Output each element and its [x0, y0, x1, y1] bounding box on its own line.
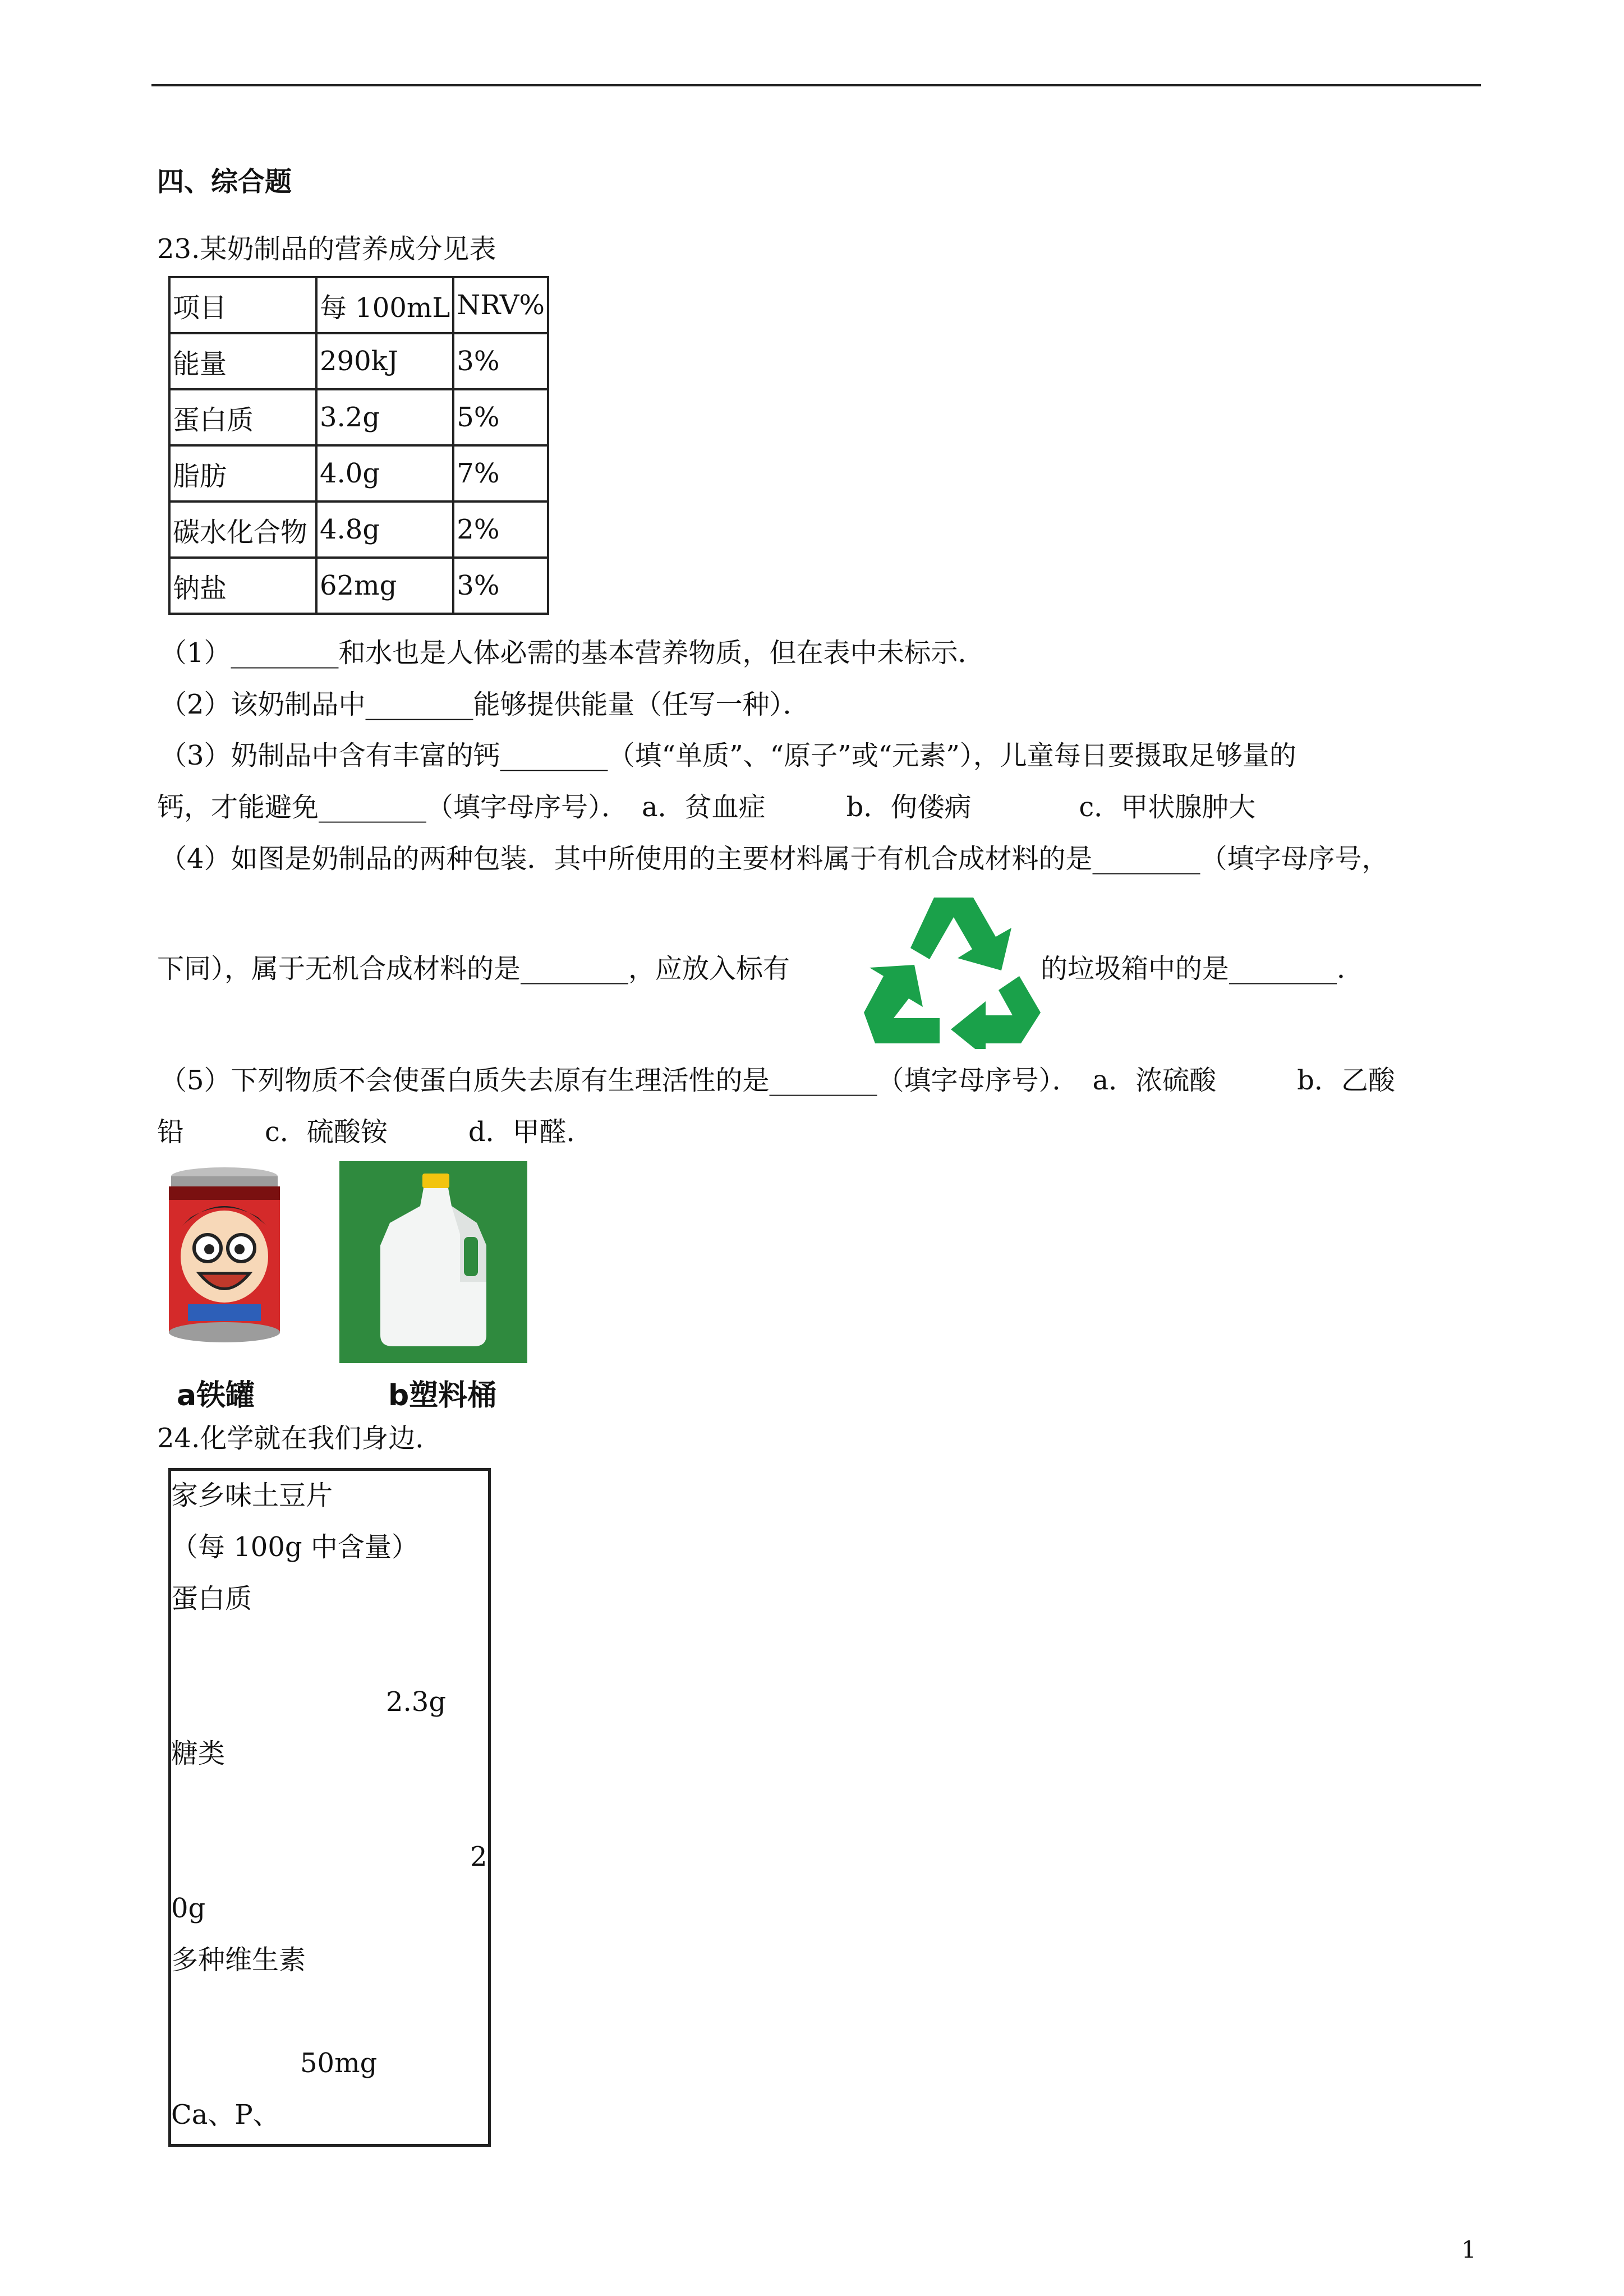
table-cell: 每 100mL	[316, 277, 453, 333]
q23-stem: 23.某奶制品的营养成分见表	[157, 233, 496, 265]
table-row	[169, 501, 548, 558]
box-item-minerals: Ca、P、	[171, 2099, 280, 2131]
table-cell: 碳水化合物	[169, 501, 316, 558]
q23-part2: （2）该奶制品中________能够提供能量（任写一种）．	[160, 689, 810, 720]
page-number: 1	[1461, 2236, 1476, 2263]
q23-part4-line1: （4）如图是奶制品的两种包装．其中所使用的主要材料属于有机合成材料的是________（填字母序号，	[160, 843, 1389, 875]
iron-can-image	[160, 1164, 289, 1355]
table-cell: 项目	[169, 277, 316, 333]
table-cell: 2%	[453, 501, 548, 558]
box-value-sugar-a: 2	[470, 1841, 487, 1872]
box-item-protein: 蛋白质	[171, 1583, 252, 1614]
recycle-icon	[861, 886, 1046, 1049]
table-row	[169, 445, 548, 501]
q23-part5-line1: （5）下列物质不会使蛋白质失去原有生理活性的是________（填字母序号）． a．浓硫酸 b．乙酸	[160, 1065, 1395, 1096]
header-rule	[151, 84, 1481, 86]
table-cell: 能量	[169, 333, 316, 389]
section-heading: 四、综合题	[157, 166, 292, 197]
q23-part1: （1）________和水也是人体必需的基本营养物质，但在表中未标示．	[160, 637, 985, 669]
q24-stem: 24.化学就在我们身边．	[157, 1423, 443, 1454]
caption-plastic-bucket: b塑料桶	[388, 1379, 497, 1412]
box-item-vitamins: 多种维生素	[171, 1944, 306, 1976]
box-value-protein: 2.3g	[386, 1686, 447, 1718]
q23-part5-line2: 铅 c．硫酸铵 d．甲醛．	[157, 1116, 594, 1148]
table-cell: 脂肪	[169, 445, 316, 501]
potato-chip-label-box	[168, 1468, 491, 2147]
table-cell: 7%	[453, 445, 548, 501]
table-cell: 290kJ	[316, 333, 453, 389]
q23-part3-line2: 钙，才能避免________（填字母序号）． a．贫血症 b．佝偻病 c．甲状腺肿大	[157, 792, 1256, 823]
table-cell: 62mg	[316, 558, 453, 614]
table-cell: 3%	[453, 558, 548, 614]
box-title: 家乡味土豆片	[171, 1480, 333, 1511]
q23-part4-line2-left: 下同），属于无机合成材料的是________，应放入标有	[157, 953, 790, 984]
table-cell: 4.0g	[316, 445, 453, 501]
table-row	[169, 277, 548, 333]
nutrition-table	[168, 276, 549, 615]
box-value-vitamins: 50mg	[300, 2047, 378, 2079]
table-cell: 蛋白质	[169, 389, 316, 445]
plastic-bottle-image	[339, 1161, 527, 1363]
table-cell: 4.8g	[316, 501, 453, 558]
caption-iron-can: a铁罐	[177, 1379, 255, 1412]
table-row	[169, 389, 548, 445]
table-row	[169, 558, 548, 614]
box-subtitle: （每 100g 中含量）	[171, 1531, 418, 1563]
table-cell: 5%	[453, 389, 548, 445]
table-cell: 3%	[453, 333, 548, 389]
table-cell: 3.2g	[316, 389, 453, 445]
q23-part4-line2-right: 的垃圾箱中的是________．	[1041, 953, 1364, 984]
box-item-sugar: 糖类	[171, 1738, 226, 1769]
table-row	[169, 333, 548, 389]
q23-part3-line1: （3）奶制品中含有丰富的钙________（填“单质”、“原子”或“元素”），儿童每日要摄取足够量的	[160, 740, 1296, 771]
table-cell: 钠盐	[169, 558, 316, 614]
box-value-sugar-b: 0g	[171, 1893, 206, 1924]
table-cell: NRV%	[453, 277, 548, 333]
